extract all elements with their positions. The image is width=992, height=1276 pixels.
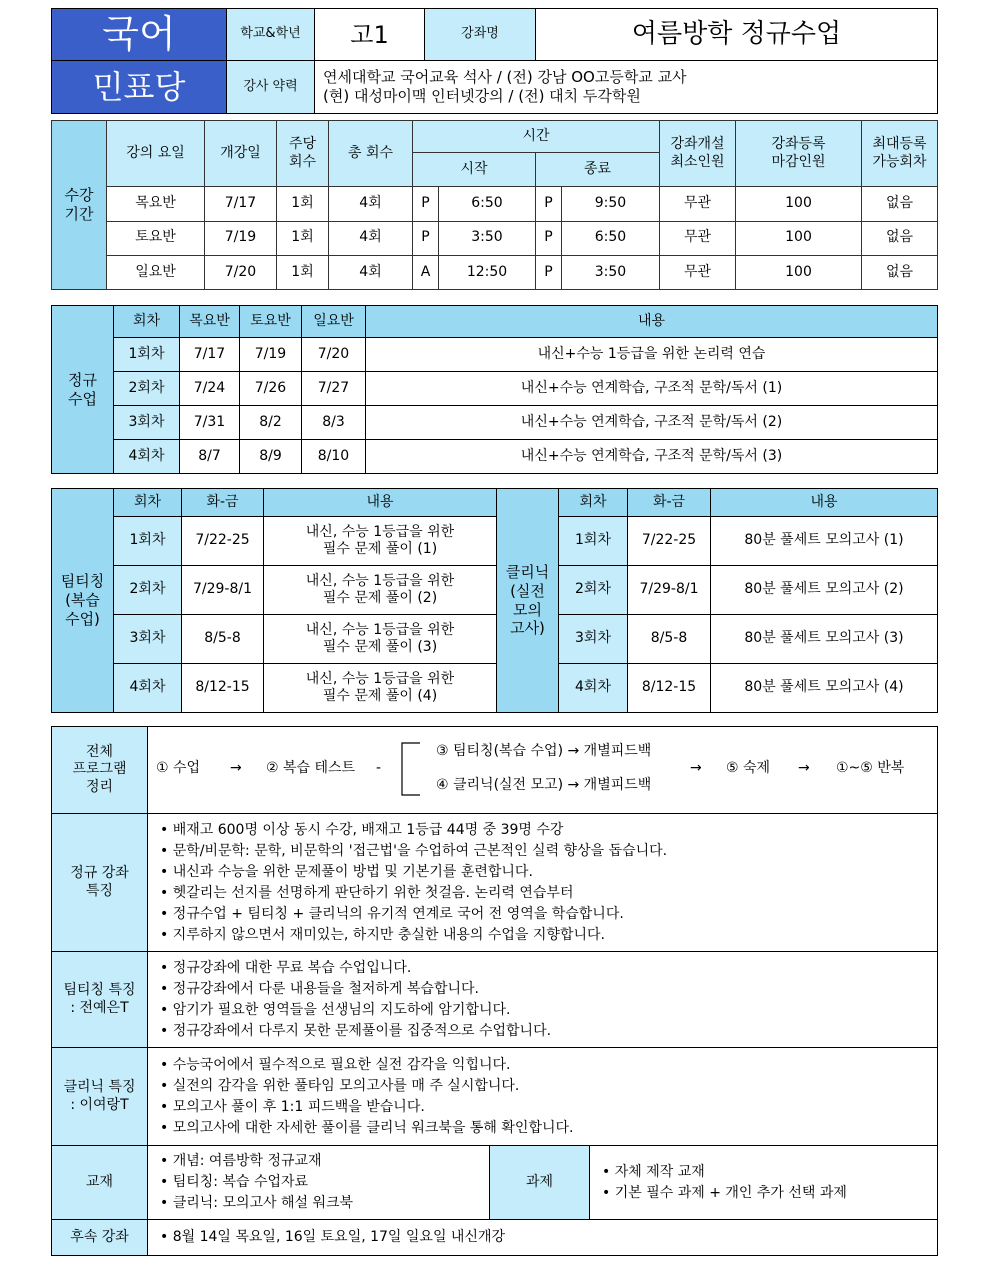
- cell-days: 8/12-15: [182, 664, 264, 713]
- col-clinic-days: 화-금: [628, 489, 711, 517]
- list-item: • 모의고사에 대한 자세한 풀이를 클리닉 워크북을 통해 확인합니다.: [160, 1118, 931, 1139]
- regular-features: [148, 814, 938, 952]
- list-item: • 암기가 필요한 영역들을 선생님의 지도하에 암기합니다.: [160, 1000, 931, 1021]
- teacher-name: 민표당: [52, 61, 227, 114]
- cell-start-time: 3:50: [439, 221, 536, 255]
- cell-round: 3회차: [114, 615, 182, 664]
- cell-days: 8/5-8: [182, 615, 264, 664]
- table-row: [52, 221, 938, 255]
- flow-step-2: ② 복습 테스트: [266, 760, 356, 776]
- cell-end-period: P: [536, 221, 562, 255]
- cell-sat: 7/26: [240, 372, 302, 406]
- cell-days: 8/12-15: [628, 664, 711, 713]
- table-row: [52, 338, 938, 372]
- table-row: [52, 187, 938, 221]
- cell-start-time: 6:50: [439, 187, 536, 221]
- cell-sat: 8/2: [240, 406, 302, 440]
- regular-features-label: 정규 강좌 특징: [52, 814, 148, 952]
- list-item: • 팀티칭: 복습 수업자료: [160, 1172, 483, 1193]
- cell-date: 7/20: [205, 255, 277, 289]
- table-row: [52, 664, 938, 713]
- table-row: [52, 517, 938, 566]
- cell-date: 7/19: [205, 221, 277, 255]
- homework-label: 과제: [490, 1146, 590, 1220]
- col-clinic-round: 회차: [559, 489, 628, 517]
- cell-sun: 8/10: [302, 440, 366, 474]
- table-row: [52, 255, 938, 289]
- cell-weekly: 1회: [277, 221, 329, 255]
- cell-days: 7/22-25: [628, 517, 711, 566]
- list-item: • 실전의 감각을 위한 풀타임 모의고사를 매 주 실시합니다.: [160, 1076, 931, 1097]
- list-item: • 자체 제작 교재: [602, 1162, 931, 1183]
- school-grade-label: 학교&학년: [227, 9, 315, 61]
- cell-start-period: P: [413, 187, 439, 221]
- cell-capacity: 100: [736, 255, 862, 289]
- cell-thu: 7/24: [180, 372, 240, 406]
- list-item: • 내신과 수능을 위한 문제풀이 방법 및 기본기를 훈련합니다.: [160, 862, 931, 883]
- cell-round: 4회차: [114, 440, 180, 474]
- profile-label: 강사 약력: [227, 61, 315, 114]
- table-row: [52, 615, 938, 664]
- list-item: • 정규강좌에 대한 무료 복습 수업입니다.: [160, 958, 931, 979]
- cell-end-time: 6:50: [562, 221, 660, 255]
- cell-sun: 7/20: [302, 338, 366, 372]
- clinic-features-label: 클리닉 특징 : 이여랑T: [52, 1048, 148, 1146]
- col-thu: 목요반: [180, 306, 240, 338]
- flow-step-5: ⑤ 숙제: [726, 760, 771, 776]
- cell-content: 80분 풀세트 모의고사 (3): [711, 615, 938, 664]
- cell-sun: 8/3: [302, 406, 366, 440]
- cell-total: 4회: [329, 221, 413, 255]
- team-side-label: 팀티칭 (복습 수업): [52, 489, 114, 713]
- cell-round: 2회차: [114, 372, 180, 406]
- cell-days: 8/5-8: [628, 615, 711, 664]
- clinic-side-label: 클리닉 (실전 모의 고사): [497, 489, 559, 713]
- cell-round: 4회차: [559, 664, 628, 713]
- team-features-label: 팀티칭 특징 : 전예은T: [52, 952, 148, 1048]
- col-content: 내용: [366, 306, 938, 338]
- flow-arrow-3: →: [798, 760, 810, 776]
- cell-total: 4회: [329, 255, 413, 289]
- col-time-end: 종료: [536, 153, 660, 187]
- col-time-start: 시작: [413, 153, 536, 187]
- team-features: [148, 952, 938, 1048]
- cell-start-period: A: [413, 255, 439, 289]
- flow-step-3: ③ 팀티칭(복습 수업) → 개별피드백: [436, 743, 652, 759]
- col-weekly: 주당 회수: [277, 121, 329, 187]
- cell-round: 4회차: [114, 664, 182, 713]
- cell-sat: 7/19: [240, 338, 302, 372]
- flow-arrow-2: →: [690, 760, 702, 776]
- subject-title: 국어: [52, 9, 227, 61]
- cell-content: 내신+수능 1등급을 위한 논리력 연습: [366, 338, 938, 372]
- list-item: • 지루하지 않으면서 재미있는, 하지만 충실한 내용의 수업을 지향합니다.: [160, 925, 931, 946]
- list-item: • 8월 14일 목요일, 16일 토요일, 17일 일요일 내신개강: [160, 1227, 931, 1248]
- regular-table: [51, 305, 938, 474]
- cell-days: 7/22-25: [182, 517, 264, 566]
- cell-content: 내신, 수능 1등급을 위한 필수 문제 풀이 (1): [264, 517, 497, 566]
- cell-capacity: 100: [736, 221, 862, 255]
- col-team-days: 화-금: [182, 489, 264, 517]
- cell-round: 2회차: [559, 566, 628, 615]
- cell-capacity: 100: [736, 187, 862, 221]
- cell-end-period: P: [536, 187, 562, 221]
- cell-content: 내신+수능 연계학습, 구조적 문학/독서 (3): [366, 440, 938, 474]
- cell-round: 2회차: [114, 566, 182, 615]
- cell-day: 목요반: [107, 187, 205, 221]
- schedule-side-label: 수강 기간: [52, 121, 107, 290]
- cell-content: 80분 풀세트 모의고사 (4): [711, 664, 938, 713]
- followup-label: 후속 강좌: [52, 1220, 148, 1256]
- list-item: • 헷갈리는 선지를 선명하게 판단하기 위한 첫걸음. 논리력 연습부터: [160, 883, 931, 904]
- school-grade-value: 고1: [315, 9, 425, 61]
- cell-thu: 8/7: [180, 440, 240, 474]
- cell-start-period: P: [413, 221, 439, 255]
- materials-list: [148, 1146, 490, 1220]
- header-table: [51, 8, 938, 114]
- col-day: 강의 요일: [107, 121, 205, 187]
- list-item: • 정규강좌에서 다루지 못한 문제풀이를 집중적으로 수업합니다.: [160, 1021, 931, 1042]
- col-min-people: 강좌개설 최소인원: [660, 121, 736, 187]
- cell-end-time: 9:50: [562, 187, 660, 221]
- list-item: • 개념: 여름방학 정규교재: [160, 1151, 483, 1172]
- col-sun: 일요반: [302, 306, 366, 338]
- clinic-features: [148, 1048, 938, 1146]
- cell-content: 내신, 수능 1등급을 위한 필수 문제 풀이 (4): [264, 664, 497, 713]
- followup-list: [148, 1220, 938, 1256]
- table-row: [52, 406, 938, 440]
- cell-content: 내신, 수능 1등급을 위한 필수 문제 풀이 (3): [264, 615, 497, 664]
- cell-content: 내신, 수능 1등급을 위한 필수 문제 풀이 (2): [264, 566, 497, 615]
- cell-content: 내신+수능 연계학습, 구조적 문학/독서 (2): [366, 406, 938, 440]
- list-item: • 정규강좌에서 다룬 내용들을 철저하게 복습합니다.: [160, 979, 931, 1000]
- col-start-date: 개강일: [205, 121, 277, 187]
- table-row: [52, 440, 938, 474]
- list-item: • 모의고사 풀이 후 1:1 피드백을 받습니다.: [160, 1097, 931, 1118]
- list-item: • 배재고 600명 이상 동시 수강, 배재고 1등급 44명 중 39명 수강: [160, 820, 931, 841]
- cell-content: 내신+수능 연계학습, 구조적 문학/독서 (1): [366, 372, 938, 406]
- cell-thu: 7/31: [180, 406, 240, 440]
- flow-arrow-1: →: [230, 760, 242, 776]
- col-time: 시간: [413, 121, 660, 153]
- cell-min-people: 무관: [660, 221, 736, 255]
- col-max-reg: 최대등록 가능회차: [862, 121, 938, 187]
- cell-end-period: P: [536, 255, 562, 289]
- col-total: 총 회수: [329, 121, 413, 187]
- materials-label: 교재: [52, 1146, 148, 1220]
- program-flow: [148, 727, 938, 814]
- cell-max-reg: 없음: [862, 187, 938, 221]
- cell-max-reg: 없음: [862, 255, 938, 289]
- cell-round: 1회차: [114, 517, 182, 566]
- list-item: • 수능국어에서 필수적으로 필요한 실전 감각을 익힙니다.: [160, 1055, 931, 1076]
- cell-max-reg: 없음: [862, 221, 938, 255]
- cell-content: 80분 풀세트 모의고사 (2): [711, 566, 938, 615]
- table-row: [52, 372, 938, 406]
- table-row: [52, 566, 938, 615]
- flow-step-6: ①~⑤ 반복: [836, 760, 905, 776]
- cell-start-time: 12:50: [439, 255, 536, 289]
- cell-sun: 7/27: [302, 372, 366, 406]
- cell-total: 4회: [329, 187, 413, 221]
- cell-round: 1회차: [114, 338, 180, 372]
- list-item: • 기본 필수 과제 + 개인 추가 선택 과제: [602, 1183, 931, 1204]
- col-team-content: 내용: [264, 489, 497, 517]
- flow-step-1: ① 수업: [156, 760, 201, 776]
- cell-round: 3회차: [559, 615, 628, 664]
- features-table: [51, 726, 938, 1256]
- program-label: 전체 프로그램 정리: [52, 727, 148, 814]
- schedule-table: [51, 120, 938, 290]
- list-item: • 정규수업 + 팀티칭 + 클리닉의 유기적 연계로 국어 전 영역을 학습합니다.: [160, 904, 931, 925]
- team-clinic-table: [51, 488, 938, 713]
- col-round: 회차: [114, 306, 180, 338]
- cell-days: 7/29-8/1: [182, 566, 264, 615]
- cell-sat: 8/9: [240, 440, 302, 474]
- course-name-value: 여름방학 정규수업: [536, 9, 938, 61]
- cell-min-people: 무관: [660, 255, 736, 289]
- homework-list: [590, 1146, 938, 1220]
- col-clinic-content: 내용: [711, 489, 938, 517]
- cell-weekly: 1회: [277, 187, 329, 221]
- teacher-profile: [315, 61, 938, 114]
- cell-date: 7/17: [205, 187, 277, 221]
- course-name-label: 강좌명: [425, 9, 536, 61]
- cell-round: 1회차: [559, 517, 628, 566]
- bracket-icon: [396, 741, 422, 797]
- cell-day: 토요반: [107, 221, 205, 255]
- cell-content: 80분 풀세트 모의고사 (1): [711, 517, 938, 566]
- profile-line-2: (현) 대성마이맥 인터넷강의 / (전) 대치 두각학원: [323, 87, 641, 105]
- regular-side-label: 정규 수업: [52, 306, 114, 474]
- col-team-round: 회차: [114, 489, 182, 517]
- col-sat: 토요반: [240, 306, 302, 338]
- cell-weekly: 1회: [277, 255, 329, 289]
- col-deadline: 강좌등록 마감인원: [736, 121, 862, 187]
- cell-end-time: 3:50: [562, 255, 660, 289]
- flow-step-4: ④ 클리닉(실전 모고) → 개별피드백: [436, 777, 652, 793]
- profile-line-1: 연세대학교 국어교육 석사 / (전) 강남 OO고등학교 교사: [323, 68, 687, 87]
- list-item: • 클리닉: 모의고사 해설 워크북: [160, 1193, 483, 1214]
- cell-min-people: 무관: [660, 187, 736, 221]
- flow-dash: -: [376, 760, 382, 776]
- cell-days: 7/29-8/1: [628, 566, 711, 615]
- cell-thu: 7/17: [180, 338, 240, 372]
- cell-day: 일요반: [107, 255, 205, 289]
- list-item: • 문학/비문학: 문학, 비문학의 '접근법'을 수업하여 근본적인 실력 향상을 돕습니다.: [160, 841, 931, 862]
- cell-round: 3회차: [114, 406, 180, 440]
